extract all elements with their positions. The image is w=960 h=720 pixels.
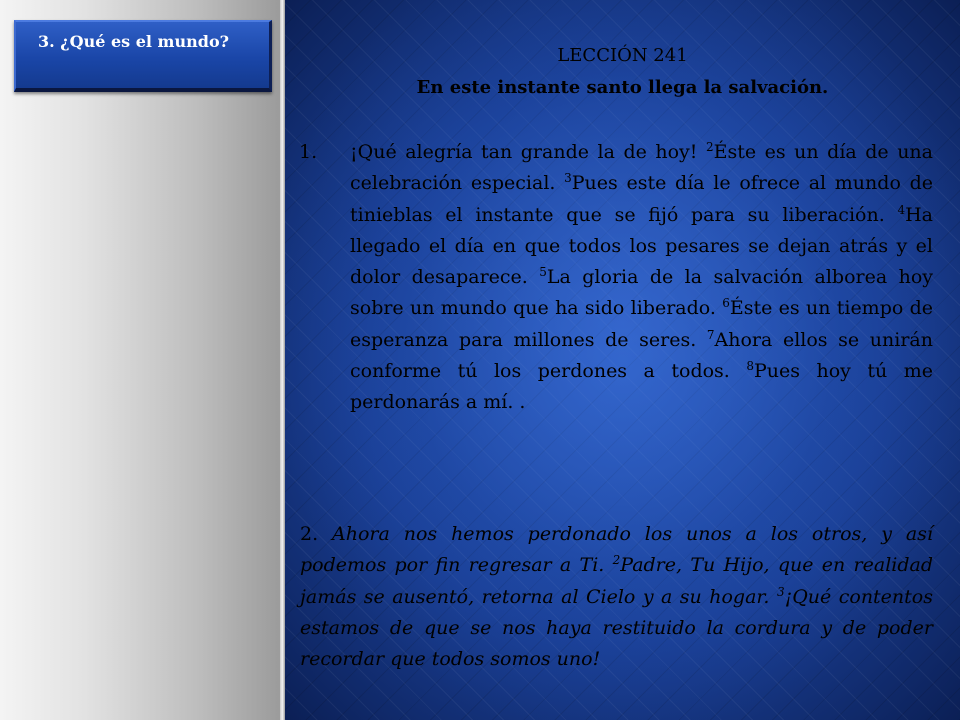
text-segment: ¡Qué contentos estamos de que se nos haya restituido la cordura y de poder recordar que todos somos uno!	[300, 585, 933, 671]
text-segment: Pues este día le ofrece al mundo de tinieblas el instante que se fijó para su liberación.	[350, 172, 933, 226]
section-tab[interactable]	[14, 20, 272, 92]
text-segment: Ahora ellos se unirán conforme tú los perdones a todos.	[350, 328, 933, 383]
verse-number: 3	[776, 584, 785, 599]
text-segment: Éste es un tiempo de esperanza para millones de seres.	[350, 297, 934, 351]
left-panel	[0, 0, 283, 720]
verse-number: 3	[564, 171, 572, 186]
section-tab-label: 3. ¿Qué es el mundo?	[38, 32, 229, 51]
verse-number: 6	[722, 296, 730, 311]
paragraph-1-number: 1.	[299, 141, 318, 163]
paragraph-1	[350, 137, 933, 419]
text-segment: ¡Qué alegría tan grande la de hoy!	[350, 141, 706, 163]
paragraph-2-number: 2.	[300, 523, 319, 545]
text-segment: Éste es un día de una celebración especial.	[350, 141, 933, 195]
lesson-number: LECCIÓN 241	[557, 45, 688, 66]
verse-number: 2	[705, 140, 714, 154]
main-panel	[285, 0, 960, 720]
lesson-title: En este instante santo llega la salvación.	[416, 77, 829, 98]
verse-number: 7	[706, 327, 715, 342]
verse-number: 4	[897, 202, 906, 217]
text-segment: Ahora nos hemos perdonado los unos a los otros, y así podemos por fin regresar a Ti.	[300, 523, 933, 577]
paragraph-2-body	[300, 523, 933, 670]
text-segment: La gloria de la salvación alborea hoy sobre un mundo que ha sido liberado.	[350, 266, 933, 320]
text-segment: Padre, Tu Hijo, que en realidad jamás se ausentó, retorna al Cielo y a su hogar.	[300, 554, 933, 608]
text-segment: Ha llegado el día en que todos los pesares se dejan atrás y el dolor desaparece.	[350, 203, 933, 289]
text-segment: Pues hoy tú me perdonarás a mí. .	[350, 360, 933, 414]
verse-number: 8	[746, 359, 754, 374]
verse-number: 5	[539, 265, 547, 280]
paragraph-2	[300, 519, 933, 675]
verse-number: 2	[612, 553, 621, 568]
